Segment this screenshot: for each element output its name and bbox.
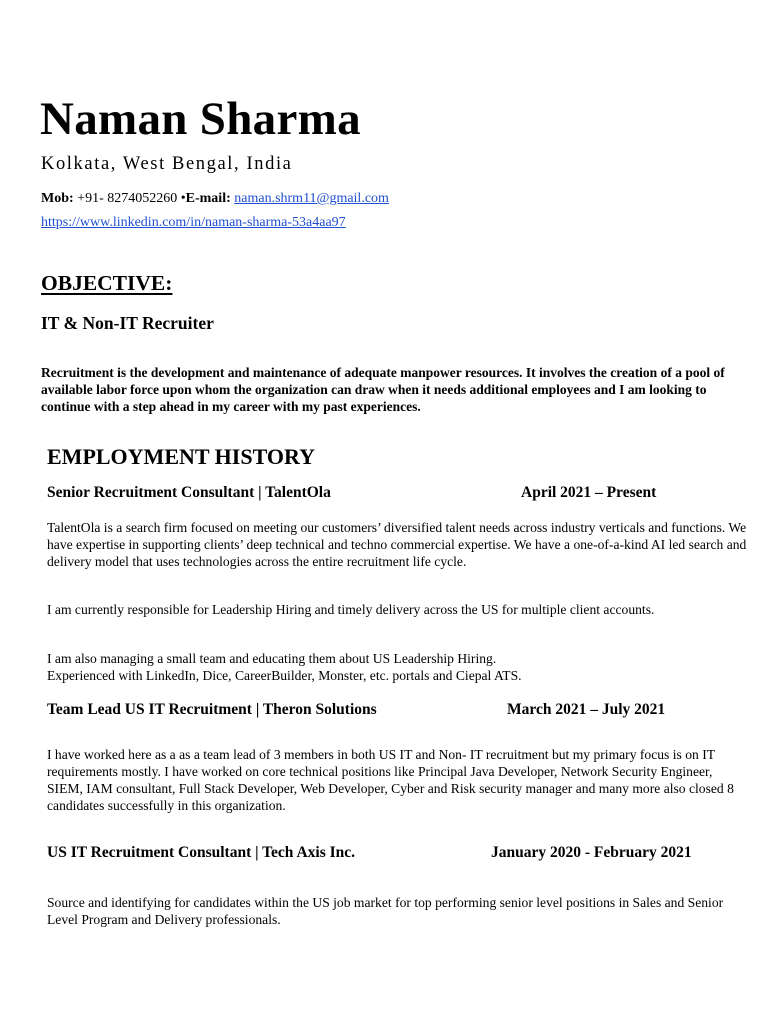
- objective-text: Recruitment is the development and maintenance of adequate manpower resources. It involves the creation of a pool of available labor force upon whom the organization can draw when it needs additional employees and I am looking to continue with a step ahead in my career with my past experiences.: [41, 365, 725, 415]
- candidate-location: Kolkata, West Bengal, India: [41, 154, 293, 174]
- job-description: I am currently responsible for Leadership Hiring and timely delivery across the US for multiple client accounts.: [47, 602, 655, 617]
- job-title: Senior Recruitment Consultant | TalentOla: [47, 484, 331, 501]
- job-description: Experienced with LinkedIn, Dice, CareerBuilder, Monster, etc. portals and Ciepal ATS.: [47, 668, 522, 683]
- contact-line: [41, 191, 389, 207]
- mob-label: Mob:: [41, 191, 74, 206]
- job-title: Team Lead US IT Recruitment | Theron Solutions: [47, 701, 377, 718]
- email-link[interactable]: naman.shrm11@gmail.com: [234, 191, 389, 206]
- job-dates: March 2021 – July 2021: [507, 701, 666, 718]
- mob-value: +91- 8274052260 •: [73, 191, 186, 206]
- job-dates: April 2021 – Present: [521, 484, 657, 501]
- email-label: E-mail:: [185, 191, 231, 206]
- target-role: IT & Non-IT Recruiter: [41, 313, 214, 333]
- job-title: US IT Recruitment Consultant | Tech Axis Inc.: [47, 844, 356, 861]
- candidate-name: Naman Sharma: [40, 93, 361, 145]
- job-description: I am also managing a small team and educating them about US Leadership Hiring.: [47, 651, 497, 666]
- job-description: Source and identifying for candidates within the US job market for top performing senior level positions in Sales and Senior Level Program and Delivery professionals.: [47, 895, 724, 927]
- linkedin-line: [41, 215, 346, 231]
- objective-heading: OBJECTIVE:: [41, 271, 173, 295]
- employment-history-heading: EMPLOYMENT HISTORY: [47, 444, 315, 469]
- job-description: I have worked here as a as a team lead of 3 members in both US IT and Non- IT recruitment but my primary focus is on IT requirements mostly. I have worked on core technical positions like Principal Java Developer, Network Security Engineer, SIEM, IAM consultant, Full Stack Developer, Web Developer, Cyber and Risk security manager and many more also closed 8 candidates successfully in this organization.: [47, 747, 734, 813]
- job-dates: January 2020 - February 2021: [491, 844, 692, 861]
- linkedin-link[interactable]: https://www.linkedin.com/in/naman-sharma-53a4aa97: [41, 215, 346, 230]
- job-description: TalentOla is a search firm focused on meeting our customers’ diversified talent needs across industry verticals and functions. We have expertise in supporting clients’ deep technical and techno commercial expertise. We have a one-of-a-kind AI led search and delivery model that uses technologies across the entire recruitment life cycle.: [47, 520, 747, 569]
